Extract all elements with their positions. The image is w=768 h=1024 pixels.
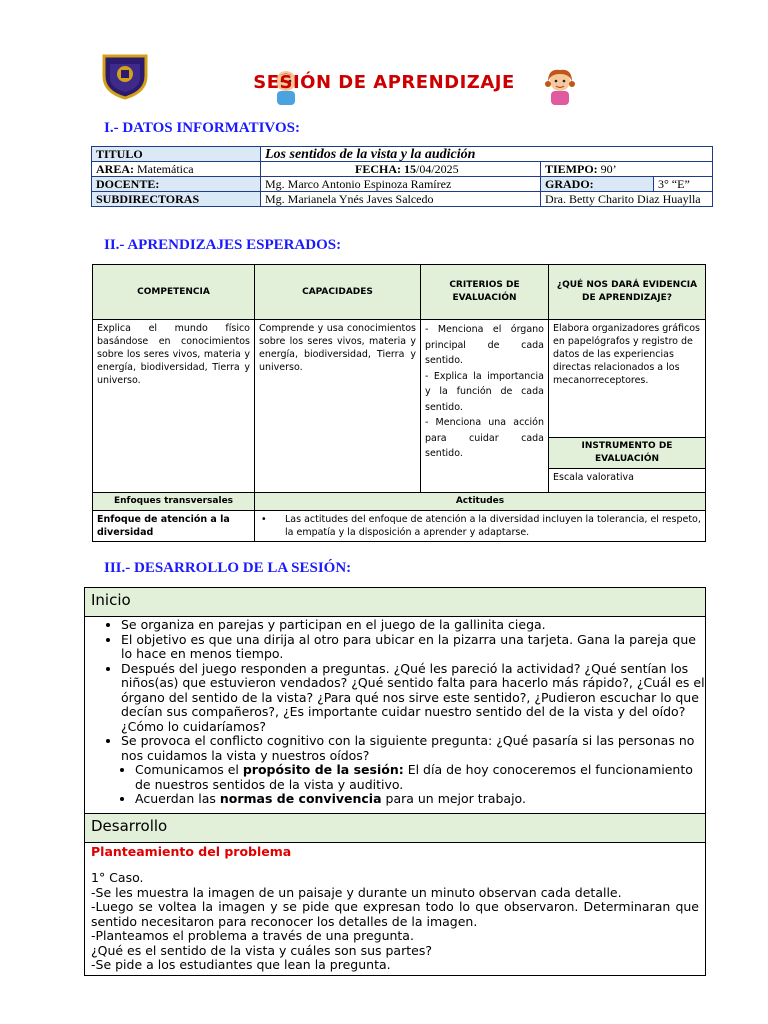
list-item: • Se provoca el conflicto cognitivo con la siguiente pregunta: ¿Qué pasaría si las personas no nos cuidamos la vista y nuestros oídos? bbox=[121, 734, 705, 763]
tiempo-cell bbox=[541, 162, 713, 177]
criterio-item: - Explica la importancia y la función de cada sentido. bbox=[425, 370, 544, 413]
header-actitudes: Actitudes bbox=[255, 493, 706, 511]
list-item: • El objetivo es que una dirija al otro para ubicar en la pizarra una tarjeta. Gana la pareja que lo hace en menos tiempo. bbox=[121, 633, 705, 662]
grado-value: 3° “E” bbox=[654, 177, 713, 192]
fecha-value: /04/2025 bbox=[416, 161, 459, 176]
subdirectoras-label: SUBDIRECTORAS bbox=[92, 192, 261, 207]
criterios-cell bbox=[421, 320, 549, 493]
titulo-value: Los sentidos de la vista y la audición bbox=[261, 147, 713, 162]
fecha-cell bbox=[261, 162, 541, 177]
list-item: • Se organiza en parejas y participan en el juego de la gallinita ciega. bbox=[121, 618, 705, 633]
docente-value: Mg. Marco Antonio Espinoza Ramírez bbox=[261, 177, 541, 192]
desarrollo-band: Desarrollo bbox=[85, 813, 705, 843]
header-criterios: CRITERIOS DE EVALUACIÓN bbox=[421, 265, 549, 320]
spacer bbox=[85, 859, 705, 871]
desarrollo-line: -Se pide a los estudiantes que lean la pregunta. bbox=[91, 957, 391, 972]
sesion-box bbox=[84, 587, 706, 976]
evidencia-text: Elabora organizadores gráficos en papelógrafos y registro de datos de las experiencias directas relacionados a los mecanorreceptores. bbox=[549, 320, 706, 438]
area-value: Matemática bbox=[137, 161, 194, 176]
desarrollo-line: -Planteamos el problema a través de una pregunta. bbox=[91, 928, 414, 943]
subdirectora-1: Mg. Marianela Ynés Javes Salcedo bbox=[261, 192, 541, 207]
aprendizajes-table bbox=[92, 264, 706, 542]
inicio-list bbox=[85, 617, 705, 763]
section-heading-desarrollo: III.- DESARROLLO DE LA SESIÓN: bbox=[104, 560, 352, 576]
list-item-normas: • Acuerdan las normas de convivencia para un mejor trabajo. bbox=[135, 792, 705, 807]
enfoque-text: Enfoque de atención a la diversidad bbox=[93, 511, 255, 542]
list-item: • Después del juego responden a preguntas. ¿Qué les pareció la actividad? ¿Qué sentían los niños(as) que estuvieron vendados? ¿Qué sentido falta para hacerlo más rápido?, ¿Cuál es el órgano del sentido de la vista? ¿Para qué nos sirve este sentido?, ¿Pudieron escuchar lo que decían sus compañeros?, ¿Es importante cuidar nuestro sentido del de la vista y del oído? ¿Cómo lo cuidaríamos? bbox=[121, 662, 705, 735]
titulo-label: TITULO bbox=[92, 147, 261, 162]
caso-label: 1° Caso. bbox=[91, 870, 144, 885]
desarrollo-line: -Se les muestra la imagen de un paisaje y durante un minuto observan cada detalle. bbox=[91, 884, 622, 900]
desarrollo-line: -Luego se voltea la imagen y se pide que expresan todo lo que observaron. Determinaran que sentido necesitaron para reconocer los detalles de la imagen. bbox=[91, 899, 699, 929]
header-capacidades: CAPACIDADES bbox=[255, 265, 421, 320]
actitud-text: Las actitudes del enfoque de atención a la diversidad incluyen la tolerancia, el respeto, la empatía y la disposición a aprender y adaptarse. bbox=[285, 514, 701, 538]
instrumento-text: Escala valorativa bbox=[549, 469, 706, 493]
page-title: SESIÓN DE APRENDIZAJE bbox=[253, 72, 515, 93]
header-evidencia: ¿QUÉ NOS DARÁ EVIDENCIA DE APRENDIZAJE? bbox=[549, 265, 706, 320]
planteamiento-heading: Planteamiento del problema bbox=[91, 843, 292, 859]
tiempo-value: 90’ bbox=[600, 161, 617, 176]
header-competencia: COMPETENCIA bbox=[93, 265, 255, 320]
section-heading-aprendizajes: II.- APRENDIZAJES ESPERADOS: bbox=[104, 237, 342, 253]
datos-informativos-table bbox=[91, 146, 713, 207]
capacidades-text: Comprende y usa conocimientos sobre los seres vivos, materia y energía, biodiversidad, Tierra y universo. bbox=[255, 320, 421, 493]
subdirectora-2: Dra. Betty Charito Diaz Huaylla bbox=[541, 192, 713, 207]
criterio-item: - Menciona el órgano principal de cada sentido. bbox=[425, 324, 544, 366]
list-item-proposito: • Comunicamos el propósito de la sesión: El día de hoy conoceremos el funcionamiento de nuestros sentidos de la vista y auditivo. bbox=[135, 763, 705, 792]
competencia-text: Explica el mundo físico basándose en conocimientos sobre los seres vivos, materia y energía, biodiversidad, Tierra y universo. bbox=[93, 320, 255, 493]
fecha-label: FECHA: 15 bbox=[355, 161, 416, 176]
inicio-sublist bbox=[85, 763, 705, 813]
area-cell bbox=[92, 162, 261, 177]
actitud-cell bbox=[255, 511, 706, 542]
header-instrumento: INSTRUMENTO DE EVALUACIÓN bbox=[549, 438, 706, 469]
grado-label: GRADO: bbox=[541, 177, 654, 192]
area-label: AREA: bbox=[96, 161, 134, 176]
header-enfoques: Enfoques transversales bbox=[93, 493, 255, 511]
desarrollo-line: ¿Qué es el sentido de la vista y cuáles son sus partes? bbox=[91, 942, 432, 958]
bullet: • bbox=[261, 514, 267, 525]
tiempo-label: TIEMPO: bbox=[545, 161, 598, 176]
section-heading-datos: I.- DATOS INFORMATIVOS: bbox=[104, 120, 300, 136]
docente-label: DOCENTE: bbox=[92, 177, 261, 192]
criterio-item: - Menciona una acción para cuidar cada sentido. bbox=[425, 417, 544, 459]
inicio-band: Inicio bbox=[85, 588, 705, 617]
